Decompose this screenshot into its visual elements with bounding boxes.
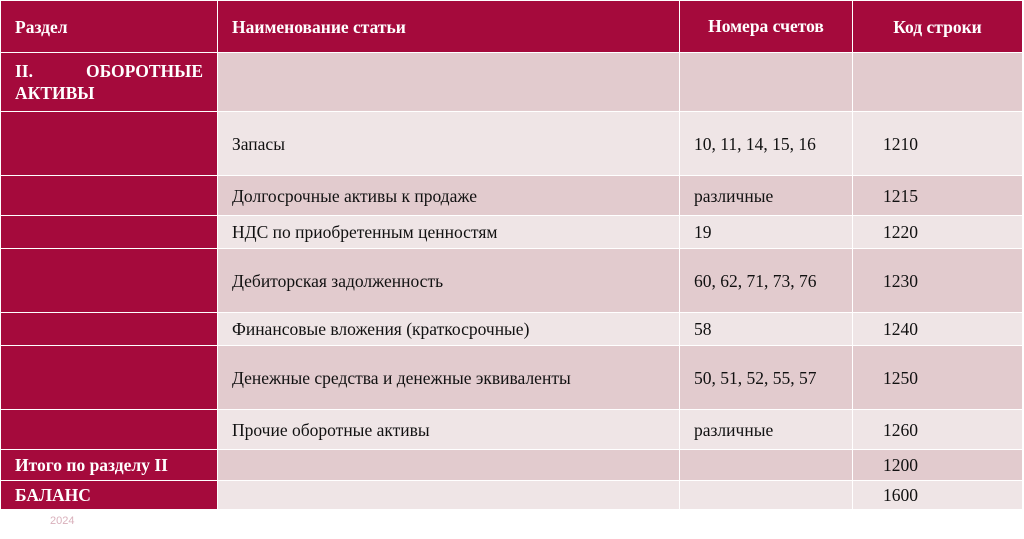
balance-label: БАЛАНС xyxy=(1,481,218,510)
table-row xyxy=(1,176,1023,216)
total-label: Итого по разделу II xyxy=(1,450,218,481)
item-name: НДС по приобретенным ценностям xyxy=(218,216,680,249)
account-numbers: 19 xyxy=(680,216,853,249)
header-item-name: Наименование статьи xyxy=(218,1,680,53)
item-name: Запасы xyxy=(218,112,680,176)
line-code: 1240 xyxy=(853,313,1023,346)
item-name: Дебиторская задолженность xyxy=(218,249,680,313)
line-code: 1230 xyxy=(853,249,1023,313)
item-name: Прочие оборотные активы xyxy=(218,410,680,450)
empty-cell xyxy=(680,481,853,510)
line-code: 1250 xyxy=(853,346,1023,410)
header-section: Раздел xyxy=(1,1,218,53)
empty-cell xyxy=(680,450,853,481)
account-numbers: различные xyxy=(680,176,853,216)
section-cell xyxy=(1,249,218,313)
empty-cell xyxy=(218,450,680,481)
table-row xyxy=(1,346,1023,410)
empty-cell xyxy=(853,53,1023,112)
header-account-numbers: Номера счетов xyxy=(680,1,853,53)
table-row xyxy=(1,112,1023,176)
item-name: Финансовые вложения (краткосрочные) xyxy=(218,313,680,346)
total-code: 1200 xyxy=(853,450,1023,481)
section-cell xyxy=(1,112,218,176)
section-cell xyxy=(1,176,218,216)
total-row xyxy=(1,450,1023,481)
balance-row xyxy=(1,481,1023,510)
section-row xyxy=(1,53,1023,112)
header-row xyxy=(1,1,1023,53)
section-cell xyxy=(1,313,218,346)
account-numbers: 60, 62, 71, 73, 76 xyxy=(680,249,853,313)
section-cell xyxy=(1,410,218,450)
empty-cell xyxy=(680,53,853,112)
line-code: 1260 xyxy=(853,410,1023,450)
table-row xyxy=(1,216,1023,249)
table-row xyxy=(1,313,1023,346)
account-numbers: 10, 11, 14, 15, 16 xyxy=(680,112,853,176)
empty-cell xyxy=(218,481,680,510)
table-row xyxy=(1,249,1023,313)
section-cell xyxy=(1,216,218,249)
item-name: Денежные средства и денежные эквиваленты xyxy=(218,346,680,410)
section-cell xyxy=(1,346,218,410)
account-numbers: различные xyxy=(680,410,853,450)
header-line-code: Код строки xyxy=(853,1,1023,53)
line-code: 1220 xyxy=(853,216,1023,249)
watermark-year: 2024 xyxy=(50,515,75,527)
table-row xyxy=(1,410,1023,450)
account-numbers: 50, 51, 52, 55, 57 xyxy=(680,346,853,410)
section-title: II. ОБОРОТНЫЕ АКТИВЫ xyxy=(1,53,218,112)
account-numbers: 58 xyxy=(680,313,853,346)
line-code: 1215 xyxy=(853,176,1023,216)
balance-code: 1600 xyxy=(853,481,1023,510)
line-code: 1210 xyxy=(853,112,1023,176)
empty-cell xyxy=(218,53,680,112)
item-name: Долгосрочные активы к продаже xyxy=(218,176,680,216)
